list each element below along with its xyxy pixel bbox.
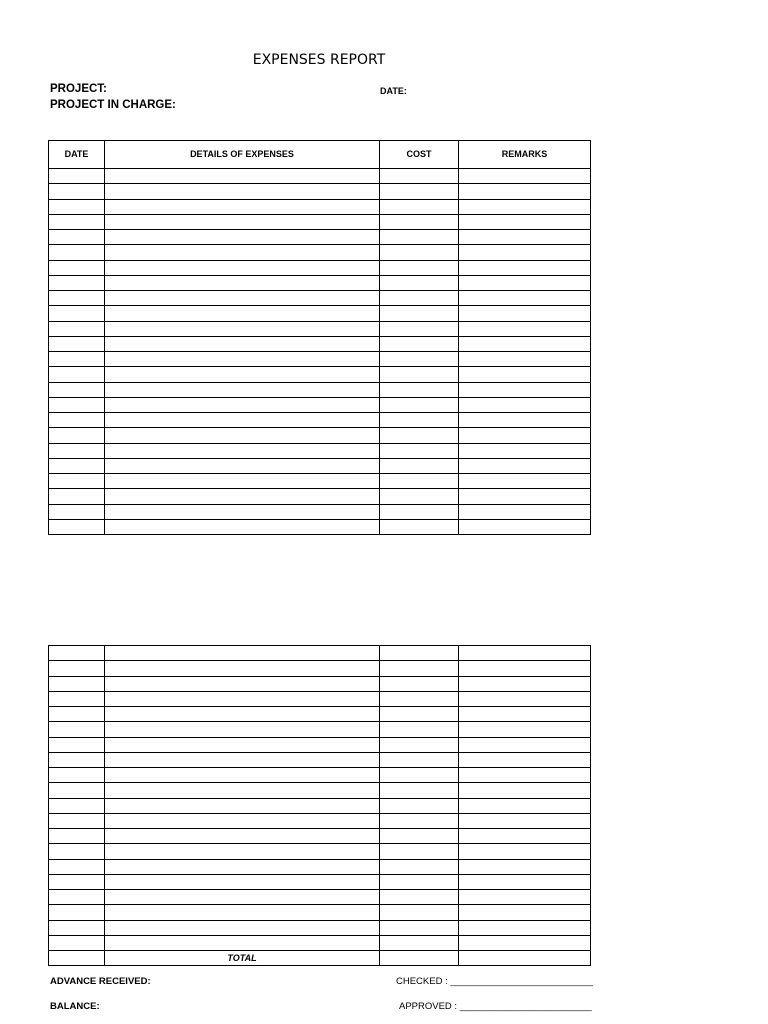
- row-cost-cell[interactable]: [380, 336, 459, 351]
- row-date-cell[interactable]: [49, 783, 105, 798]
- table-row: [49, 230, 591, 245]
- table-row: [49, 890, 591, 905]
- row-details-cell[interactable]: [105, 474, 380, 489]
- row-date-cell[interactable]: [49, 646, 105, 661]
- balance-label: BALANCE:: [50, 1001, 100, 1012]
- row-remarks-cell[interactable]: [459, 397, 591, 412]
- row-cost-cell[interactable]: [380, 214, 459, 229]
- row-remarks-cell[interactable]: [459, 230, 591, 245]
- table-row: [49, 798, 591, 813]
- table-row: [49, 504, 591, 519]
- total-label: TOTAL: [105, 951, 380, 966]
- row-remarks-cell[interactable]: [459, 306, 591, 321]
- checked-signature-line: CHECKED : ___________________________: [396, 976, 594, 987]
- advance-received-label: ADVANCE RECEIVED:: [50, 976, 151, 987]
- row-date-cell[interactable]: [49, 275, 105, 290]
- table-row: [49, 844, 591, 859]
- row-cost-cell[interactable]: [380, 291, 459, 306]
- row-details-cell[interactable]: [105, 352, 380, 367]
- table-row: [49, 214, 591, 229]
- row-cost-cell[interactable]: [380, 260, 459, 275]
- project-label: PROJECT:: [50, 83, 107, 95]
- row-date-cell[interactable]: [49, 230, 105, 245]
- row-cost-cell[interactable]: [380, 382, 459, 397]
- table-row: [49, 169, 591, 184]
- row-details-cell[interactable]: [105, 890, 380, 905]
- row-details-cell[interactable]: [105, 199, 380, 214]
- row-cost-cell[interactable]: [380, 367, 459, 382]
- row-details-cell[interactable]: [105, 382, 380, 397]
- expenses-table-top: [48, 140, 591, 535]
- row-details-cell[interactable]: [105, 291, 380, 306]
- row-remarks-cell[interactable]: [459, 722, 591, 737]
- table-row: [49, 829, 591, 844]
- table-row: [49, 428, 591, 443]
- row-details-cell[interactable]: [105, 829, 380, 844]
- row-remarks-cell[interactable]: [459, 458, 591, 473]
- row-cost-cell[interactable]: [380, 397, 459, 412]
- table-row: [49, 382, 591, 397]
- row-date-cell[interactable]: [49, 382, 105, 397]
- row-date-cell[interactable]: [49, 397, 105, 412]
- total-cost-cell[interactable]: [380, 951, 459, 966]
- row-remarks-cell[interactable]: [459, 676, 591, 691]
- row-date-cell[interactable]: [49, 737, 105, 752]
- row-cost-cell[interactable]: [380, 199, 459, 214]
- row-cost-cell[interactable]: [380, 275, 459, 290]
- row-details-cell[interactable]: [105, 768, 380, 783]
- row-cost-cell[interactable]: [380, 829, 459, 844]
- row-cost-cell[interactable]: [380, 722, 459, 737]
- table-row: [49, 707, 591, 722]
- header-date: DATE: [49, 141, 105, 169]
- row-cost-cell[interactable]: [380, 474, 459, 489]
- row-date-cell[interactable]: [49, 752, 105, 767]
- row-cost-cell[interactable]: [380, 245, 459, 260]
- row-cost-cell[interactable]: [380, 428, 459, 443]
- header-cost: COST: [380, 141, 459, 169]
- table-row: [49, 413, 591, 428]
- row-details-cell[interactable]: [105, 676, 380, 691]
- row-cost-cell[interactable]: [380, 890, 459, 905]
- header-remarks: REMARKS: [459, 141, 591, 169]
- row-details-cell[interactable]: [105, 489, 380, 504]
- project-in-charge-label: PROJECT IN CHARGE:: [50, 99, 176, 111]
- row-remarks-cell[interactable]: [459, 646, 591, 661]
- row-remarks-cell[interactable]: [459, 352, 591, 367]
- row-date-cell[interactable]: [49, 489, 105, 504]
- row-details-cell[interactable]: [105, 874, 380, 889]
- row-details-cell[interactable]: [105, 844, 380, 859]
- row-remarks-cell[interactable]: [459, 768, 591, 783]
- row-date-cell[interactable]: [49, 691, 105, 706]
- row-date-cell[interactable]: [49, 519, 105, 534]
- row-remarks-cell[interactable]: [459, 275, 591, 290]
- row-date-cell[interactable]: [49, 890, 105, 905]
- row-details-cell[interactable]: [105, 260, 380, 275]
- table-row: [49, 291, 591, 306]
- table-row: [49, 783, 591, 798]
- row-remarks-cell[interactable]: [459, 245, 591, 260]
- row-details-cell[interactable]: [105, 230, 380, 245]
- row-remarks-cell[interactable]: [459, 443, 591, 458]
- row-cost-cell[interactable]: [380, 752, 459, 767]
- row-remarks-cell[interactable]: [459, 214, 591, 229]
- table-row: [49, 874, 591, 889]
- table-row: [49, 859, 591, 874]
- row-date-cell[interactable]: [49, 859, 105, 874]
- row-cost-cell[interactable]: [380, 737, 459, 752]
- row-details-cell[interactable]: [105, 245, 380, 260]
- row-details-cell[interactable]: [105, 519, 380, 534]
- table-body-top: [49, 169, 591, 535]
- table-row: [49, 722, 591, 737]
- row-remarks-cell[interactable]: [459, 199, 591, 214]
- table-row: [49, 768, 591, 783]
- row-remarks-cell[interactable]: [459, 783, 591, 798]
- row-remarks-cell[interactable]: [459, 859, 591, 874]
- row-remarks-cell[interactable]: [459, 905, 591, 920]
- report-title: EXPENSES REPORT: [252, 52, 386, 68]
- row-date-cell[interactable]: [49, 214, 105, 229]
- row-remarks-cell[interactable]: [459, 260, 591, 275]
- expenses-table-bottom: [48, 645, 591, 966]
- row-details-cell[interactable]: [105, 443, 380, 458]
- row-cost-cell[interactable]: [380, 184, 459, 199]
- table-row: [49, 245, 591, 260]
- row-remarks-cell[interactable]: [459, 489, 591, 504]
- row-date-cell[interactable]: [49, 905, 105, 920]
- table-row: [49, 336, 591, 351]
- row-remarks-cell[interactable]: [459, 413, 591, 428]
- row-cost-cell[interactable]: [380, 519, 459, 534]
- row-date-cell[interactable]: [49, 169, 105, 184]
- row-remarks-cell[interactable]: [459, 813, 591, 828]
- table-row: [49, 813, 591, 828]
- row-cost-cell[interactable]: [380, 783, 459, 798]
- header-details: DETAILS OF EXPENSES: [105, 141, 380, 169]
- row-date-cell[interactable]: [49, 184, 105, 199]
- row-details-cell[interactable]: [105, 661, 380, 676]
- row-details-cell[interactable]: [105, 722, 380, 737]
- table-row: [49, 935, 591, 950]
- row-date-cell[interactable]: [49, 474, 105, 489]
- row-cost-cell[interactable]: [380, 691, 459, 706]
- row-cost-cell[interactable]: [380, 352, 459, 367]
- table-row: [49, 474, 591, 489]
- row-date-cell[interactable]: [49, 935, 105, 950]
- row-date-cell[interactable]: [49, 199, 105, 214]
- row-details-cell[interactable]: [105, 935, 380, 950]
- row-remarks-cell[interactable]: [459, 890, 591, 905]
- row-details-cell[interactable]: [105, 737, 380, 752]
- row-remarks-cell[interactable]: [459, 691, 591, 706]
- row-cost-cell[interactable]: [380, 413, 459, 428]
- row-cost-cell[interactable]: [380, 676, 459, 691]
- row-cost-cell[interactable]: [380, 646, 459, 661]
- row-details-cell[interactable]: [105, 905, 380, 920]
- row-cost-cell[interactable]: [380, 920, 459, 935]
- table-row: [49, 920, 591, 935]
- row-remarks-cell[interactable]: [459, 844, 591, 859]
- row-cost-cell[interactable]: [380, 489, 459, 504]
- row-details-cell[interactable]: [105, 691, 380, 706]
- row-cost-cell[interactable]: [380, 707, 459, 722]
- row-details-cell[interactable]: [105, 306, 380, 321]
- table-row: [49, 519, 591, 534]
- table-row: [49, 752, 591, 767]
- table-body-bottom: [49, 646, 591, 951]
- row-date-cell[interactable]: [49, 306, 105, 321]
- row-details-cell[interactable]: [105, 428, 380, 443]
- row-details-cell[interactable]: [105, 413, 380, 428]
- row-date-cell[interactable]: [49, 768, 105, 783]
- row-details-cell[interactable]: [105, 275, 380, 290]
- row-cost-cell[interactable]: [380, 169, 459, 184]
- row-details-cell[interactable]: [105, 336, 380, 351]
- row-date-cell[interactable]: [49, 707, 105, 722]
- row-date-cell[interactable]: [49, 504, 105, 519]
- row-cost-cell[interactable]: [380, 661, 459, 676]
- total-remarks-cell[interactable]: [459, 951, 591, 966]
- row-details-cell[interactable]: [105, 813, 380, 828]
- row-details-cell[interactable]: [105, 798, 380, 813]
- row-date-cell[interactable]: [49, 798, 105, 813]
- row-cost-cell[interactable]: [380, 935, 459, 950]
- row-details-cell[interactable]: [105, 859, 380, 874]
- row-cost-cell[interactable]: [380, 813, 459, 828]
- row-remarks-cell[interactable]: [459, 798, 591, 813]
- row-date-cell[interactable]: [49, 722, 105, 737]
- row-remarks-cell[interactable]: [459, 920, 591, 935]
- row-date-cell[interactable]: [49, 844, 105, 859]
- row-remarks-cell[interactable]: [459, 707, 591, 722]
- row-cost-cell[interactable]: [380, 306, 459, 321]
- row-cost-cell[interactable]: [380, 458, 459, 473]
- row-date-cell[interactable]: [49, 245, 105, 260]
- date-label: DATE:: [380, 86, 407, 96]
- row-date-cell[interactable]: [49, 352, 105, 367]
- row-remarks-cell[interactable]: [459, 382, 591, 397]
- table-row: [49, 397, 591, 412]
- table-row: [49, 691, 591, 706]
- row-cost-cell[interactable]: [380, 844, 459, 859]
- row-remarks-cell[interactable]: [459, 874, 591, 889]
- table-row: [49, 275, 591, 290]
- row-cost-cell[interactable]: [380, 504, 459, 519]
- table-row: [49, 905, 591, 920]
- table-row: [49, 184, 591, 199]
- row-date-cell[interactable]: [49, 291, 105, 306]
- table-header-row: [49, 141, 591, 169]
- table-row: [49, 489, 591, 504]
- row-date-cell[interactable]: [49, 829, 105, 844]
- row-remarks-cell[interactable]: [459, 367, 591, 382]
- row-cost-cell[interactable]: [380, 798, 459, 813]
- row-remarks-cell[interactable]: [459, 935, 591, 950]
- row-date-cell[interactable]: [49, 367, 105, 382]
- row-cost-cell[interactable]: [380, 443, 459, 458]
- row-date-cell[interactable]: [49, 260, 105, 275]
- row-remarks-cell[interactable]: [459, 661, 591, 676]
- row-cost-cell[interactable]: [380, 768, 459, 783]
- row-remarks-cell[interactable]: [459, 169, 591, 184]
- row-details-cell[interactable]: [105, 169, 380, 184]
- table-row: [49, 737, 591, 752]
- row-remarks-cell[interactable]: [459, 504, 591, 519]
- row-details-cell[interactable]: [105, 321, 380, 336]
- table-row: [49, 367, 591, 382]
- table-row: [49, 260, 591, 275]
- row-remarks-cell[interactable]: [459, 291, 591, 306]
- row-remarks-cell[interactable]: [459, 428, 591, 443]
- row-remarks-cell[interactable]: [459, 474, 591, 489]
- row-date-cell[interactable]: [49, 458, 105, 473]
- row-details-cell[interactable]: [105, 783, 380, 798]
- row-cost-cell[interactable]: [380, 859, 459, 874]
- row-remarks-cell[interactable]: [459, 752, 591, 767]
- row-remarks-cell[interactable]: [459, 737, 591, 752]
- row-remarks-cell[interactable]: [459, 336, 591, 351]
- row-date-cell[interactable]: [49, 428, 105, 443]
- row-remarks-cell[interactable]: [459, 829, 591, 844]
- row-remarks-cell[interactable]: [459, 321, 591, 336]
- total-row: [49, 951, 591, 966]
- row-details-cell[interactable]: [105, 707, 380, 722]
- row-date-cell[interactable]: [49, 920, 105, 935]
- row-cost-cell[interactable]: [380, 321, 459, 336]
- row-details-cell[interactable]: [105, 214, 380, 229]
- row-cost-cell[interactable]: [380, 230, 459, 245]
- row-details-cell[interactable]: [105, 458, 380, 473]
- total-date-cell[interactable]: [49, 951, 105, 966]
- row-date-cell[interactable]: [49, 336, 105, 351]
- row-remarks-cell[interactable]: [459, 519, 591, 534]
- row-date-cell[interactable]: [49, 813, 105, 828]
- row-remarks-cell[interactable]: [459, 184, 591, 199]
- row-date-cell[interactable]: [49, 874, 105, 889]
- row-details-cell[interactable]: [105, 504, 380, 519]
- table-row: [49, 443, 591, 458]
- row-date-cell[interactable]: [49, 321, 105, 336]
- table-row: [49, 676, 591, 691]
- row-details-cell[interactable]: [105, 646, 380, 661]
- table-row: [49, 352, 591, 367]
- row-cost-cell[interactable]: [380, 874, 459, 889]
- row-details-cell[interactable]: [105, 397, 380, 412]
- row-date-cell[interactable]: [49, 443, 105, 458]
- table-row: [49, 306, 591, 321]
- row-date-cell[interactable]: [49, 676, 105, 691]
- table-row: [49, 458, 591, 473]
- row-date-cell[interactable]: [49, 661, 105, 676]
- table-row: [49, 646, 591, 661]
- table-row: [49, 661, 591, 676]
- approved-signature-line: APPROVED : _________________________: [399, 1001, 592, 1012]
- row-cost-cell[interactable]: [380, 905, 459, 920]
- row-date-cell[interactable]: [49, 413, 105, 428]
- table-row: [49, 321, 591, 336]
- table-row: [49, 199, 591, 214]
- row-details-cell[interactable]: [105, 184, 380, 199]
- row-details-cell[interactable]: [105, 752, 380, 767]
- row-details-cell[interactable]: [105, 920, 380, 935]
- row-details-cell[interactable]: [105, 367, 380, 382]
